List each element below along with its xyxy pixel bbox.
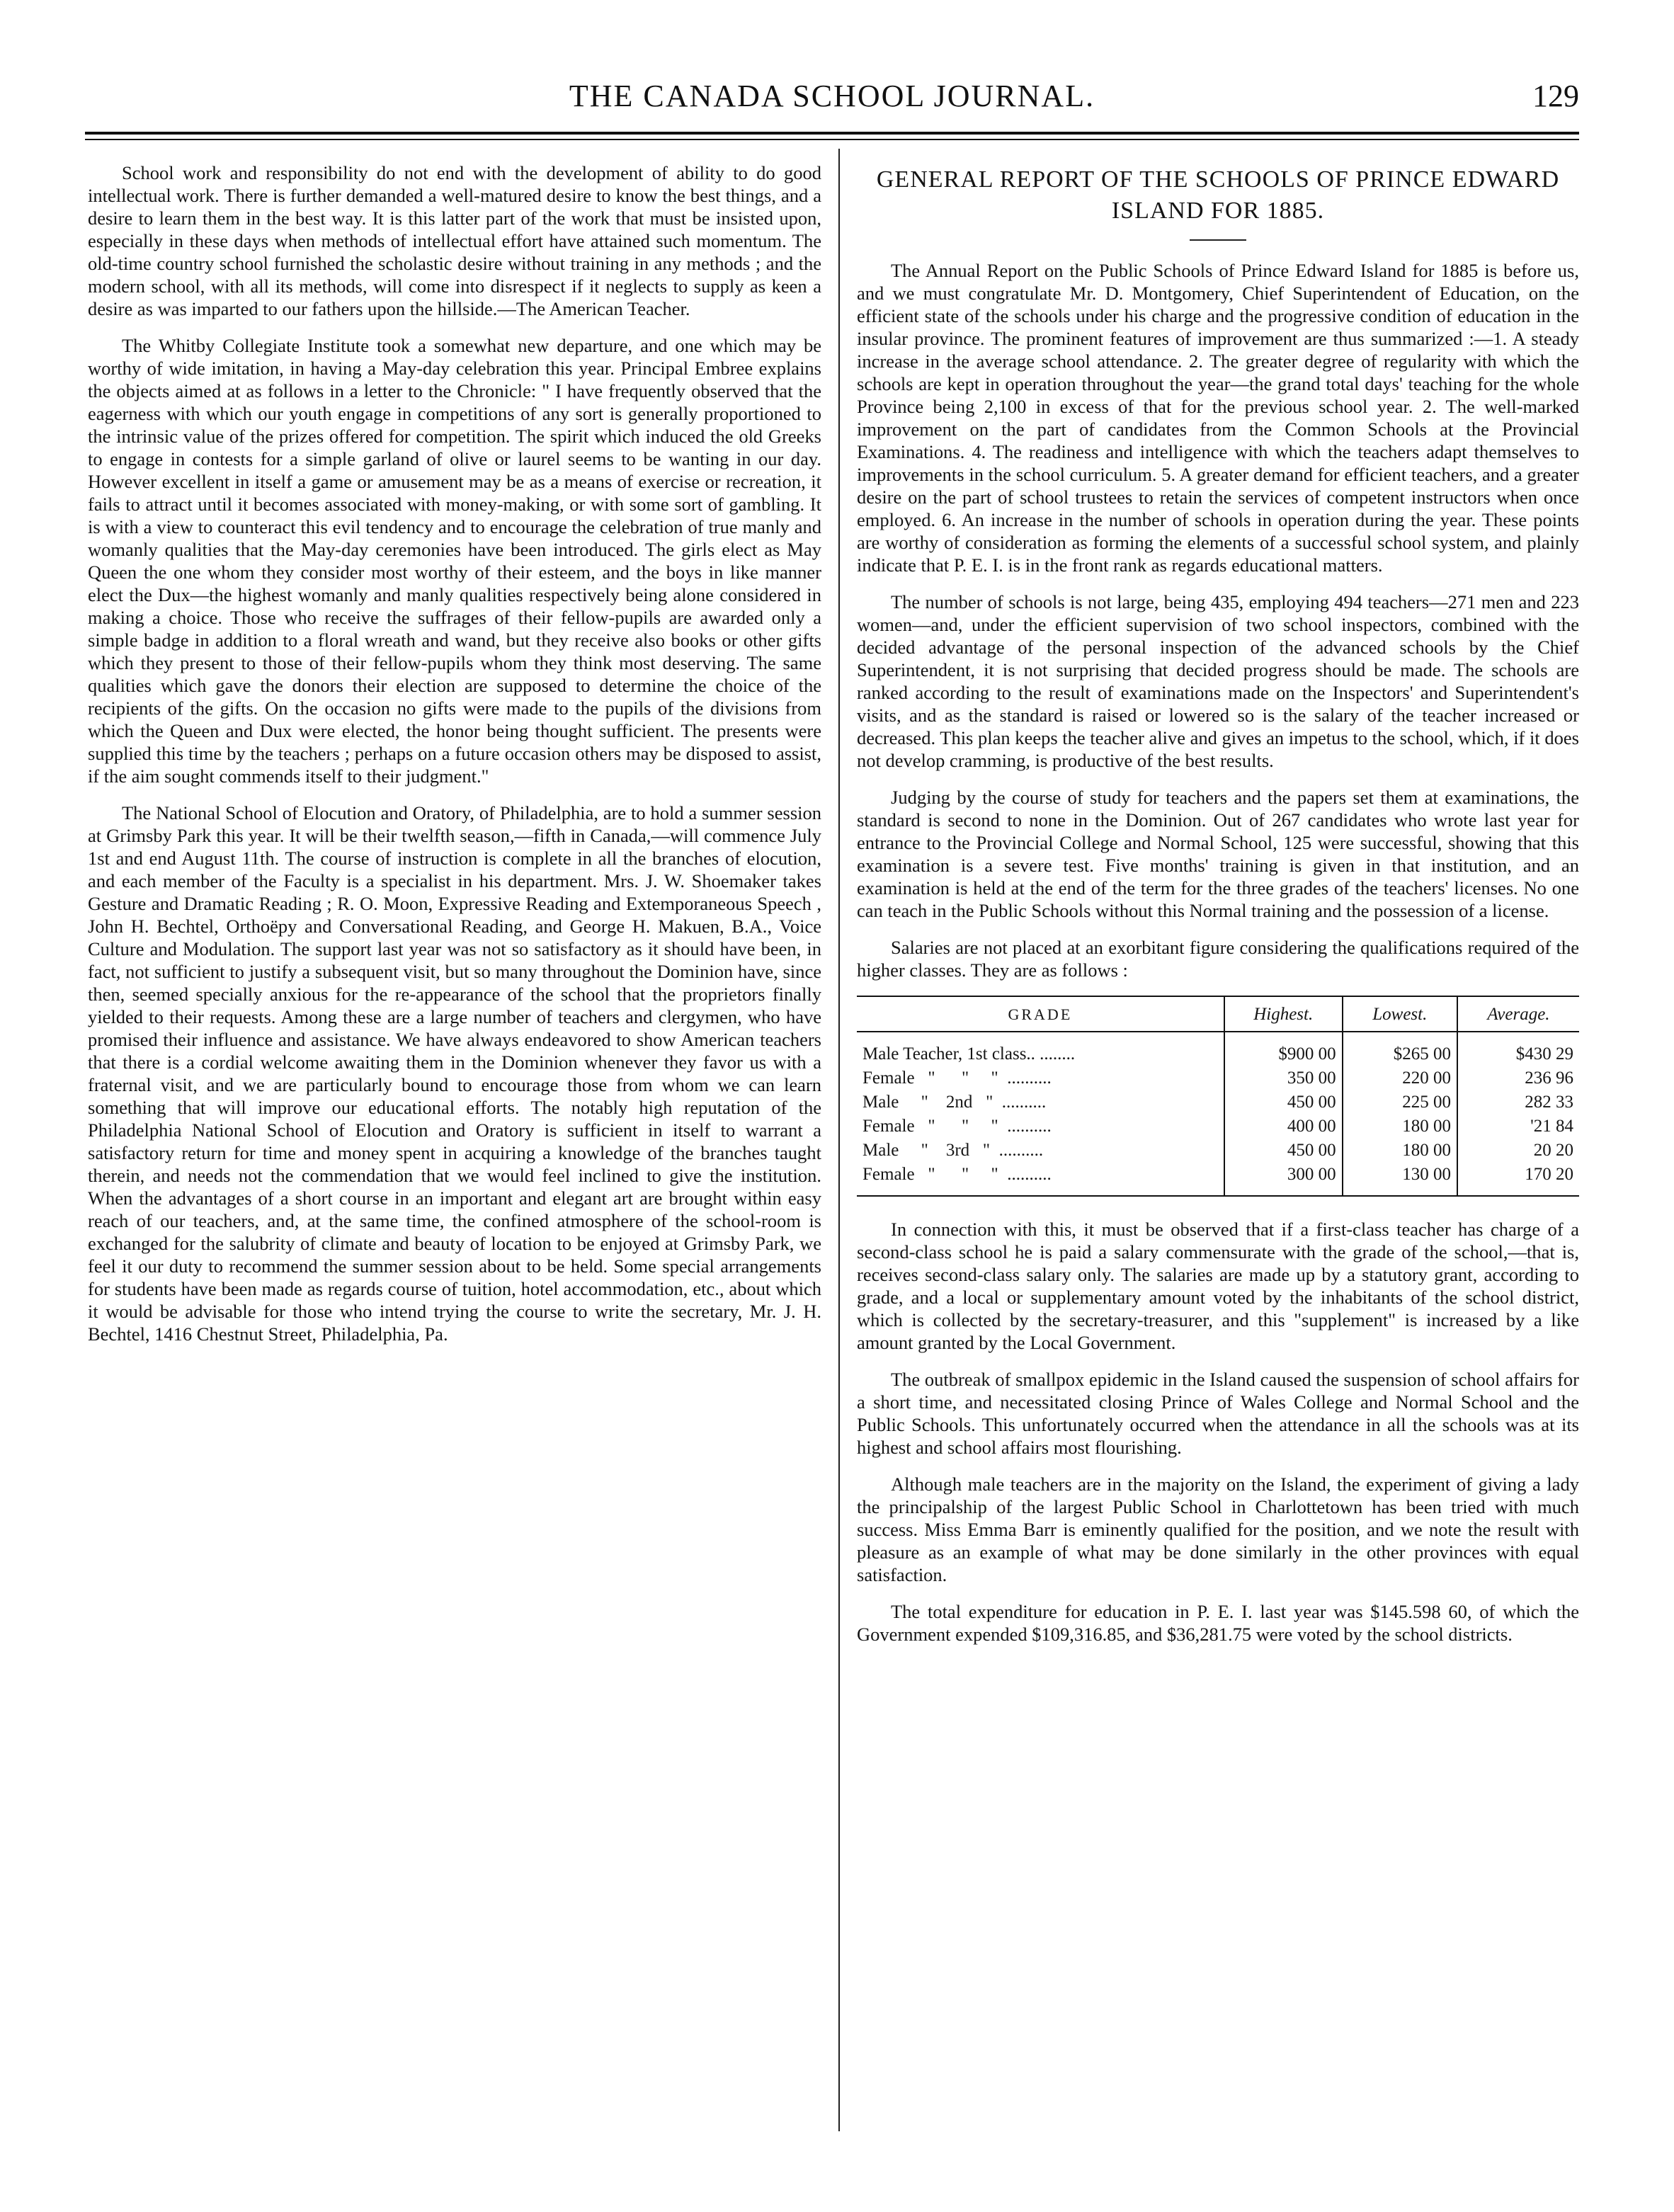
cell-grade: Female " " " .......... [862,1165,1052,1184]
page-header [85,78,1579,120]
salary-table [857,996,1579,1197]
page-number: 129 [1532,79,1579,113]
paragraph-number-of-schools: The number of schools is not large, being 435, employing 494 teachers—271 men and 223 women—and, under the efficient supervision of two school inspectors, combined with the decided advantage of the personal inspection of the advanced schools by the Chief Superintendent, it is not surprising that decided progress should be made. The schools are ranked according to the result of examinations made on the Inspectors' and Superintendent's visits, and as the standard is raised or lowered so is the salary of the teacher increased or decreased. This plan keeps the teacher alive and gives an impetus to the school, which, if it does not develop cramming, is productive of the best results. [857,591,1579,771]
cell-highest: 300 00 [1224,1163,1343,1196]
cell-average: 20 20 [1457,1139,1579,1163]
cell-lowest: 220 00 [1343,1066,1457,1090]
paragraph-course-of-study: Judging by the course of study for teachers and the papers set them at examinations, the standard is second to none in the Dominion. Out of 267 candidates who wrote last year for entrance to the Provincial College and Normal School, 125 were successful, showing that this examination is a severe test. Five months' training is given in that institution, and an examination is held at the end of the term for the three grades of the teachers' licenses. No one can teach in the Public Schools without this Normal training and the possession of a license. [857,787,1579,921]
cell-average: $430 29 [1457,1032,1579,1066]
paragraph-lady-principal: Although male teachers are in the majority on the Island, the experiment of giving a lady the principalship of the largest Public School in Charlottetown has been tried with much success. Miss Emma Barr is eminently qualified for the position, and we note the result with pleasure as an example of what may be done similarly in the other provinces with equal satisfaction. [857,1473,1579,1585]
table-row [857,1066,1579,1090]
cell-average: 236 96 [1457,1066,1579,1090]
header-lowest: Lowest. [1343,996,1457,1032]
cell-highest: $900 00 [1224,1032,1343,1066]
paragraph-elocution-school: The National School of Elocution and Oratory, of Philadelphia, are to hold a summer session at Grimsby Park this year. It will be their twelfth season,—fifth in Canada,—will commence July 1st and end August 11th. The course of instruction is complete in all the branches of elocution, and each member of the Faculty is a specialist in his department. Mrs. J. W. Shoemaker takes Gesture and Dramatic Reading ; R. O. Moon, Expressive Reading and Extemporaneous Speech , John H. Bechtel, Orthoëpy and Conversational Reading, and George H. Makuen, B.A., Voice Culture and Modulation. The support last year was not so satisfactory as it should have been, in fact, not sufficient to justify a subsequent visit, but so many throughout the Dominion have, since then, seemed specially anxious for the re-appearance of the school that the proprietors finally yielded to their requests. Among these are a large number of teachers and clergymen, who have promised their influence and assistance. We have always endeavored to show American teachers that there is a cordial welcome awaiting them in the Dominion whenever they favor us with a fraternal visit, and we are particularly bound to encourage those from whom we can learn something that will improve our educational efforts. The notably high reputation of the Philadelphia National School of Elocution and Oratory is sufficient in itself to warrant a satisfactory return for time and money spent in acquiring a knowledge of the branches taught therein, and needs not the commendation that we would feel inclined to give the institution. When the advantages of a short course in an important and elegant art are brought within easy reach of our teachers, and, at the same time, the confined atmosphere of the school-room is exchanged for the salubrity of climate and beauty of location to be enjoyed at Grimsby Park, we feel it our duty to recommend the summer session about to be held. Some special arrangements for students have been made as regards course of tuition, hotel accommodation, etc., about which it would be advisable for those who intend trying the course to write the secretary, Mr. J. H. Bechtel, 1416 Chestnut Street, Philadelphia, Pa. [88,802,821,1345]
cell-grade: Female " " " .......... [862,1068,1052,1088]
paragraph-smallpox: The outbreak of smallpox epidemic in the Island caused the suspension of school affairs for a short time, and necessitated closing Prince of Wales College and Normal School and the Public Schools. This unfortunately occurred when the attendance in all the schools was at its highest and school affairs most flourishing. [857,1369,1579,1458]
cell-average: '21 84 [1457,1114,1579,1139]
paragraph-annual-report: The Annual Report on the Public Schools of Prince Edward Island for 1885 is before us, and we must congratulate Mr. D. Montgomery, Chief Superintendent of Education, on the efficient state of the schools under his charge and the progressive condition of education in the insular province. The prominent features of improvement are thus summarized :—1. A steady increase in the average school attendance. 2. The greater degree of regularity with which the schools are kept in operation throughout the year—the grand total days' teaching for the whole Province being 2,100 in excess of that for the previous school year. 2. The well-marked improvement on the part of candidates from the Common Schools at the Provincial Examinations. 4. The readiness and intelligence with which the teachers adapt themselves to improvements in the school curriculum. 5. A greater demand for efficient teachers, and a greater desire on the part of school trustees to retain the services of competent instructors when once employed. 6. An increase in the number of schools in operation during the year. These points are worthy of consideration as forming the elements of a successful school system, and plainly indicate that P. E. I. is in the front rank as regards educational matters. [857,260,1579,576]
header-grade: GRADE [857,996,1224,1032]
cell-lowest: $265 00 [1343,1032,1457,1066]
table-row [857,1032,1579,1066]
running-title: THE CANADA SCHOOL JOURNAL. [569,79,1095,113]
table-row [857,1139,1579,1163]
cell-highest: 450 00 [1224,1090,1343,1114]
column-divider [838,149,840,2131]
header-rule-thin [85,139,1579,140]
header-rule [85,132,1579,135]
cell-highest: 450 00 [1224,1139,1343,1163]
cell-grade: Male Teacher, 1st class.. ........ [862,1044,1076,1064]
cell-lowest: 180 00 [1343,1114,1457,1139]
title-rule [1190,239,1246,241]
left-column [88,161,821,1359]
cell-grade: Male " 3rd " .......... [862,1141,1044,1160]
right-column [857,161,1579,1660]
cell-grade: Male " 2nd " .......... [862,1093,1047,1112]
cell-average: 170 20 [1457,1163,1579,1196]
cell-lowest: 130 00 [1343,1163,1457,1196]
paragraph-salaries-intro: Salaries are not placed at an exorbitant figure considering the qualifications required of the higher classes. They are as follows : [857,937,1579,981]
header-highest: Highest. [1224,996,1343,1032]
cell-grade: Female " " " .......... [862,1117,1052,1136]
paragraph-whitby-mayday: The Whitby Collegiate Institute took a somewhat new departure, and one which may be worthy of wide imitation, in having a May-day celebration this year. Principal Embree explains the objects aimed at as follows in a letter to the Chronicle: " I have frequently observed that the eagerness with which our youth engage in competitions of any sort is generally proportioned to the intrinsic value of the prizes offered for competition. The spirit which induced the old Greeks to engage in contests for a simple garland of olive or laurel seems to be wanting in our day. However excellent in itself a game or amusement may be as a means of exercise or recreation, it fails to attract until it becomes associated with money-making, or with some sort of gambling. It is with a view to counteract this evil tendency and to encourage the celebration of true manly and womanly qualities that the May-day ceremonies have been introduced. The girls elect as May Queen the one whom they consider most worthy of their esteem, and the boys in like manner elect the Dux—the highest womanly and manly qualities respectively being alone considered in making a choice. Those who receive the suffrages of their fellow-pupils are awarded only a simple badge in addition to a floral wreath and wand, but they receive also books or other gifts which they present to those of their fellow-pupils whom they think most deserving. The same qualities which gave the donors their election are supposed to determine the choice of the recipients of the gifts. On the occasion no gifts were made to the pupils of the divisions from which the Queen and Dux were elected, the honor being thought sufficient. The presents were supplied this time by the teachers ; perhaps on a future occasion others may be disposed to assist, if the aim sought commends itself to their judgment." [88,335,821,787]
cell-lowest: 225 00 [1343,1090,1457,1114]
table-row [857,1090,1579,1114]
table-row [857,1114,1579,1139]
cell-average: 282 33 [1457,1090,1579,1114]
paragraph-connection-salary: In connection with this, it must be observed that if a first-class teacher has charge of a second-class school he is paid a salary commensurate with the grade of the school,—that is, receives second-class salary only. The salaries are made up by a statutory grant, according to grade, and a local or supplementary amount voted by the inhabitants of the school district, which is collected by the secretary-treasurer, and this "supplement" is increased by a like amount granted by the Local Government. [857,1219,1579,1353]
salary-table-header [857,996,1579,1032]
article-title: GENERAL REPORT OF THE SCHOOLS OF PRINCE EDWARD ISLAND FOR 1885. [876,166,1560,224]
paragraph-total-expenditure: The total expenditure for education in P. E. I. last year was $145.598 60, of which the Government expended $109,316.85, and $36,281.75 were voted by the school districts. [857,1601,1579,1645]
cell-highest: 350 00 [1224,1066,1343,1090]
paragraph-school-work: School work and responsibility do not end with the development of ability to do good intellectual work. There is further demanded a well-matured desire to know the best things, and a desire to learn them in the best way. It is this latter part of the work that must be insisted upon, especially in these days when methods of intellectual effort have attained such momentum. The old-time country school furnished the scholastic desire without training in any methods ; and the modern school, with all its methods, will come into disrespect if it neglects to supply as keen a desire as was imparted to our fathers upon the hillside.—The American Teacher. [88,162,821,319]
cell-lowest: 180 00 [1343,1139,1457,1163]
cell-highest: 400 00 [1224,1114,1343,1139]
header-average: Average. [1457,996,1579,1032]
table-row [857,1163,1579,1196]
